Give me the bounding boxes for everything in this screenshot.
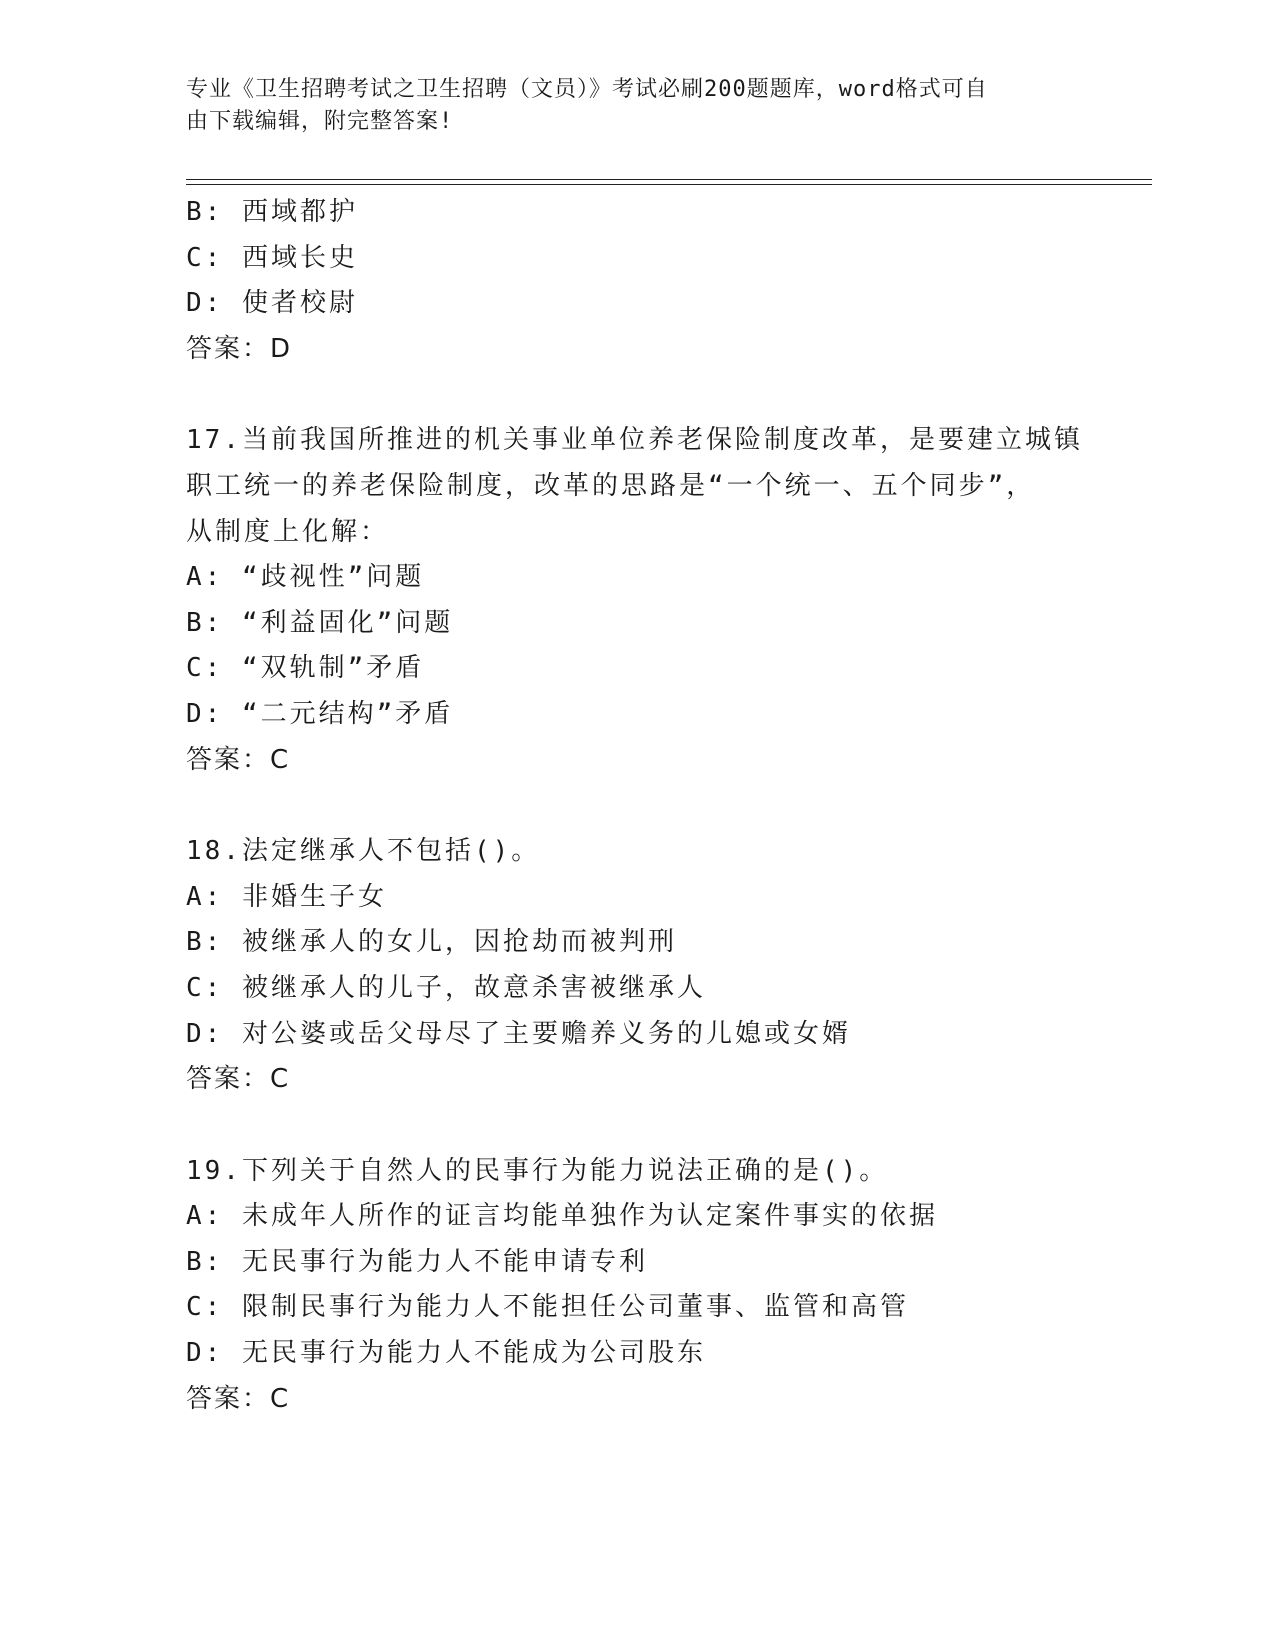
spacer <box>186 1103 1086 1149</box>
question-list <box>186 190 1086 1422</box>
answer-line: 答案：D <box>186 333 293 364</box>
option-b: B: 西域都护 <box>186 197 358 227</box>
option-b: B: 无民事行为能力人不能申请专利 <box>186 1246 648 1277</box>
document-header <box>186 74 1066 138</box>
option-c: C: “双轨制”矛盾 <box>186 653 425 684</box>
header-divider-top <box>186 179 1152 180</box>
question-17 <box>186 418 1086 783</box>
question-stem-line: 职工统一的养老保险制度，改革的思路是“一个统一、五个同步”， <box>186 470 1036 501</box>
option-a: A: “歧视性”问题 <box>186 562 425 593</box>
question-18 <box>186 829 1086 1103</box>
question-stem-line: 17.当前我国所推进的机关事业单位养老保险制度改革，是要建立城镇 <box>186 425 1083 456</box>
option-a: A: 未成年人所作的证言均能单独作为认定案件事实的依据 <box>186 1201 938 1232</box>
option-c: C: 限制民事行为能力人不能担任公司董事、监管和高管 <box>186 1292 909 1323</box>
spacer <box>186 372 1086 418</box>
header-line-1: 专业《卫生招聘考试之卫生招聘（文员）》考试必刷200题题库，word格式可自 <box>186 77 988 102</box>
spacer <box>186 783 1086 829</box>
option-c: C: 被继承人的儿子，故意杀害被继承人 <box>186 972 706 1003</box>
option-d: D: 对公婆或岳父母尽了主要赡养义务的儿媳或女婿 <box>186 1018 851 1049</box>
option-d: D: 使者校尉 <box>186 288 358 319</box>
question-16-tail <box>186 190 1086 372</box>
option-c: C: 西域长史 <box>186 242 358 273</box>
answer-line: 答案：C <box>186 1383 291 1414</box>
option-b: B: “利益固化”问题 <box>186 607 454 638</box>
question-stem-line: 从制度上化解： <box>186 516 390 547</box>
question-stem-line: 18.法定继承人不包括()。 <box>186 836 541 867</box>
option-a: A: 非婚生子女 <box>186 881 387 912</box>
answer-line: 答案：C <box>186 1064 291 1095</box>
option-b: B: 被继承人的女儿，因抢劫而被判刑 <box>186 927 677 958</box>
question-19 <box>186 1149 1086 1423</box>
header-line-2: 由下载编辑，附完整答案! <box>186 109 454 134</box>
option-d: D: “二元结构”矛盾 <box>186 698 454 729</box>
header-divider-bottom <box>186 184 1152 185</box>
question-stem-line: 19.下列关于自然人的民事行为能力说法正确的是()。 <box>186 1155 889 1186</box>
answer-line: 答案：C <box>186 744 291 775</box>
option-d: D: 无民事行为能力人不能成为公司股东 <box>186 1338 706 1369</box>
